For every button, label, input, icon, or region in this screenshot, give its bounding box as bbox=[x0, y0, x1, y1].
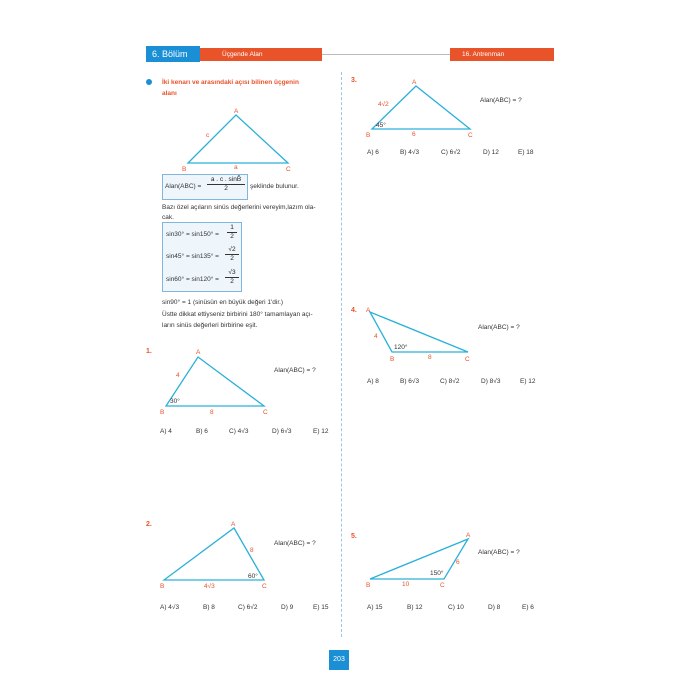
formula-left: Alan(ABC) = bbox=[165, 183, 202, 190]
question-4-figure bbox=[364, 304, 484, 364]
q5-option-b[interactable]: B) 12 bbox=[407, 604, 423, 611]
q4-option-a[interactable]: A) 8 bbox=[367, 378, 379, 385]
sin30-fraction bbox=[227, 224, 237, 241]
question-1-triangle bbox=[166, 357, 264, 406]
sin45-text: sin45° = sin135° = bbox=[166, 253, 219, 260]
q5-side-bc: 10 bbox=[402, 581, 410, 588]
q4-option-e[interactable]: E) 12 bbox=[520, 378, 536, 385]
q2-angle-c: 60° bbox=[248, 573, 258, 580]
question-4-triangle bbox=[370, 312, 468, 352]
q1-vertex-b: B bbox=[160, 409, 165, 416]
header-divider bbox=[322, 54, 450, 55]
chapter-badge: 6. Bölüm bbox=[146, 46, 200, 62]
note-line2: cak. bbox=[162, 214, 174, 221]
q5-option-d[interactable]: D) 8 bbox=[488, 604, 501, 611]
question-2-number: 2. bbox=[146, 521, 152, 528]
q1-option-d[interactable]: D) 6√3 bbox=[272, 428, 292, 435]
question-5-triangle bbox=[370, 539, 468, 579]
q3-option-d[interactable]: D) 12 bbox=[483, 149, 499, 156]
sin30-text: sin30° = sin150° = bbox=[166, 231, 219, 238]
q5-option-c[interactable]: C) 10 bbox=[448, 604, 464, 611]
question-1-prompt: Alan(ABC) = ? bbox=[274, 367, 316, 374]
q1-option-a[interactable]: A) 4 bbox=[160, 428, 172, 435]
column-divider bbox=[341, 72, 342, 637]
q1-side-bc: 8 bbox=[210, 409, 214, 416]
sin45-fraction bbox=[225, 246, 239, 263]
q4-angle-b: 120° bbox=[394, 344, 408, 351]
q5-angle-c: 150° bbox=[430, 570, 444, 577]
sin60-den: 2 bbox=[230, 278, 234, 285]
q1-option-c[interactable]: C) 4√3 bbox=[229, 428, 249, 435]
sin30-num: 1 bbox=[227, 224, 237, 233]
q2-option-a[interactable]: A) 4√3 bbox=[160, 604, 180, 611]
q3-option-e[interactable]: E) 18 bbox=[518, 149, 534, 156]
formula-denominator: 2 bbox=[224, 185, 228, 192]
q3-angle-b: 45° bbox=[376, 122, 386, 129]
q4-vertex-c: C bbox=[465, 356, 470, 363]
intro-title-line2: alanı bbox=[162, 90, 177, 97]
q5-option-a[interactable]: A) 15 bbox=[367, 604, 383, 611]
q4-option-d[interactable]: D) 8√3 bbox=[481, 378, 501, 385]
intro-triangle-figure bbox=[180, 105, 300, 175]
sin60-fraction bbox=[225, 269, 239, 286]
question-4-prompt: Alan(ABC) = ? bbox=[478, 324, 520, 331]
q1-vertex-c: C bbox=[263, 409, 268, 416]
supplementary-line2: ların sinüs değerleri birbirine eşit. bbox=[162, 322, 258, 329]
q3-vertex-a: A bbox=[412, 79, 417, 86]
practice-title: 16. Antrenman bbox=[462, 51, 505, 58]
q3-vertex-b: B bbox=[366, 132, 371, 139]
q4-side-ab: 4 bbox=[374, 333, 378, 340]
side-a-label: a bbox=[234, 164, 238, 171]
supplementary-line1: Üstte dikkat ettiyseniz birbirini 180° tamamlayan açı- bbox=[162, 311, 313, 318]
question-1-figure bbox=[158, 345, 278, 417]
formula-fraction bbox=[207, 176, 245, 193]
vertex-b-label: B bbox=[182, 166, 187, 173]
vertex-c-label: C bbox=[286, 166, 291, 173]
question-4-number: 4. bbox=[351, 307, 357, 314]
q2-option-c[interactable]: C) 6√2 bbox=[238, 604, 258, 611]
q3-side-bc: 6 bbox=[412, 131, 416, 138]
q2-vertex-a: A bbox=[231, 521, 236, 528]
q1-option-e[interactable]: E) 12 bbox=[313, 428, 329, 435]
q2-side-ac: 8 bbox=[250, 547, 254, 554]
q5-vertex-b: B bbox=[366, 582, 371, 589]
q2-option-d[interactable]: D) 9 bbox=[281, 604, 294, 611]
q2-option-e[interactable]: E) 15 bbox=[313, 604, 329, 611]
q3-vertex-c: C bbox=[468, 132, 473, 139]
sin60-text: sin60° = sin120° = bbox=[166, 276, 219, 283]
question-3-prompt: Alan(ABC) = ? bbox=[480, 97, 522, 104]
q4-option-b[interactable]: B) 6√3 bbox=[400, 378, 420, 385]
question-5-number: 5. bbox=[351, 533, 357, 540]
sin45-den: 2 bbox=[230, 255, 234, 262]
sin60-num: √3 bbox=[225, 269, 239, 278]
q1-angle-b: 30° bbox=[170, 398, 180, 405]
q5-vertex-c: C bbox=[440, 582, 445, 589]
sin90-text: sin90° = 1 (sinüsün en büyük değeri 1'dir.) bbox=[162, 299, 284, 306]
sin30-den: 2 bbox=[230, 233, 234, 240]
topic-title: Üçgende Alan bbox=[222, 51, 263, 58]
q3-option-c[interactable]: C) 6√2 bbox=[441, 149, 461, 156]
q3-side-ab: 4√2 bbox=[378, 101, 389, 108]
vertex-a-label: A bbox=[234, 108, 239, 115]
page-number: 203 bbox=[329, 650, 349, 670]
q5-option-e[interactable]: E) 6 bbox=[522, 604, 534, 611]
q4-side-bc: 8 bbox=[428, 354, 432, 361]
q3-option-b[interactable]: B) 4√3 bbox=[400, 149, 420, 156]
q2-option-b[interactable]: B) 8 bbox=[203, 604, 215, 611]
q4-option-c[interactable]: C) 8√2 bbox=[440, 378, 460, 385]
question-3-figure bbox=[364, 76, 484, 142]
q3-option-a[interactable]: A) 6 bbox=[367, 149, 379, 156]
question-1-number: 1. bbox=[146, 348, 152, 355]
intro-title-line1: İki kenarı ve arasındaki açısı bilinen üçgenin bbox=[162, 79, 299, 86]
bullet-icon bbox=[146, 79, 152, 85]
q1-side-ab: 4 bbox=[176, 372, 180, 379]
q5-vertex-a: A bbox=[466, 532, 471, 539]
side-c-label: c bbox=[206, 132, 210, 139]
q1-option-b[interactable]: B) 6 bbox=[196, 428, 208, 435]
question-5-prompt: Alan(ABC) = ? bbox=[478, 549, 520, 556]
q2-side-bc: 4√3 bbox=[204, 583, 215, 590]
q2-vertex-c: C bbox=[262, 583, 267, 590]
intro-triangle bbox=[188, 115, 288, 163]
question-5-figure bbox=[364, 531, 484, 591]
q2-vertex-b: B bbox=[160, 583, 165, 590]
formula-right: şeklinde bulunur. bbox=[250, 183, 299, 190]
question-3-number: 3. bbox=[351, 77, 357, 84]
question-2-prompt: Alan(ABC) = ? bbox=[274, 540, 316, 547]
q5-side-ac: 6 bbox=[456, 559, 460, 566]
formula-numerator: a . c . sinB̂ bbox=[207, 176, 245, 185]
note-line1: Bazı özel açıların sinüs değerlerini vereyim,lazım ola- bbox=[162, 204, 316, 211]
q4-vertex-b: B bbox=[390, 356, 395, 363]
sin45-num: √2 bbox=[225, 246, 239, 255]
q1-vertex-a: A bbox=[196, 349, 201, 356]
q4-vertex-a: A bbox=[366, 307, 371, 314]
question-2-figure bbox=[158, 520, 274, 592]
